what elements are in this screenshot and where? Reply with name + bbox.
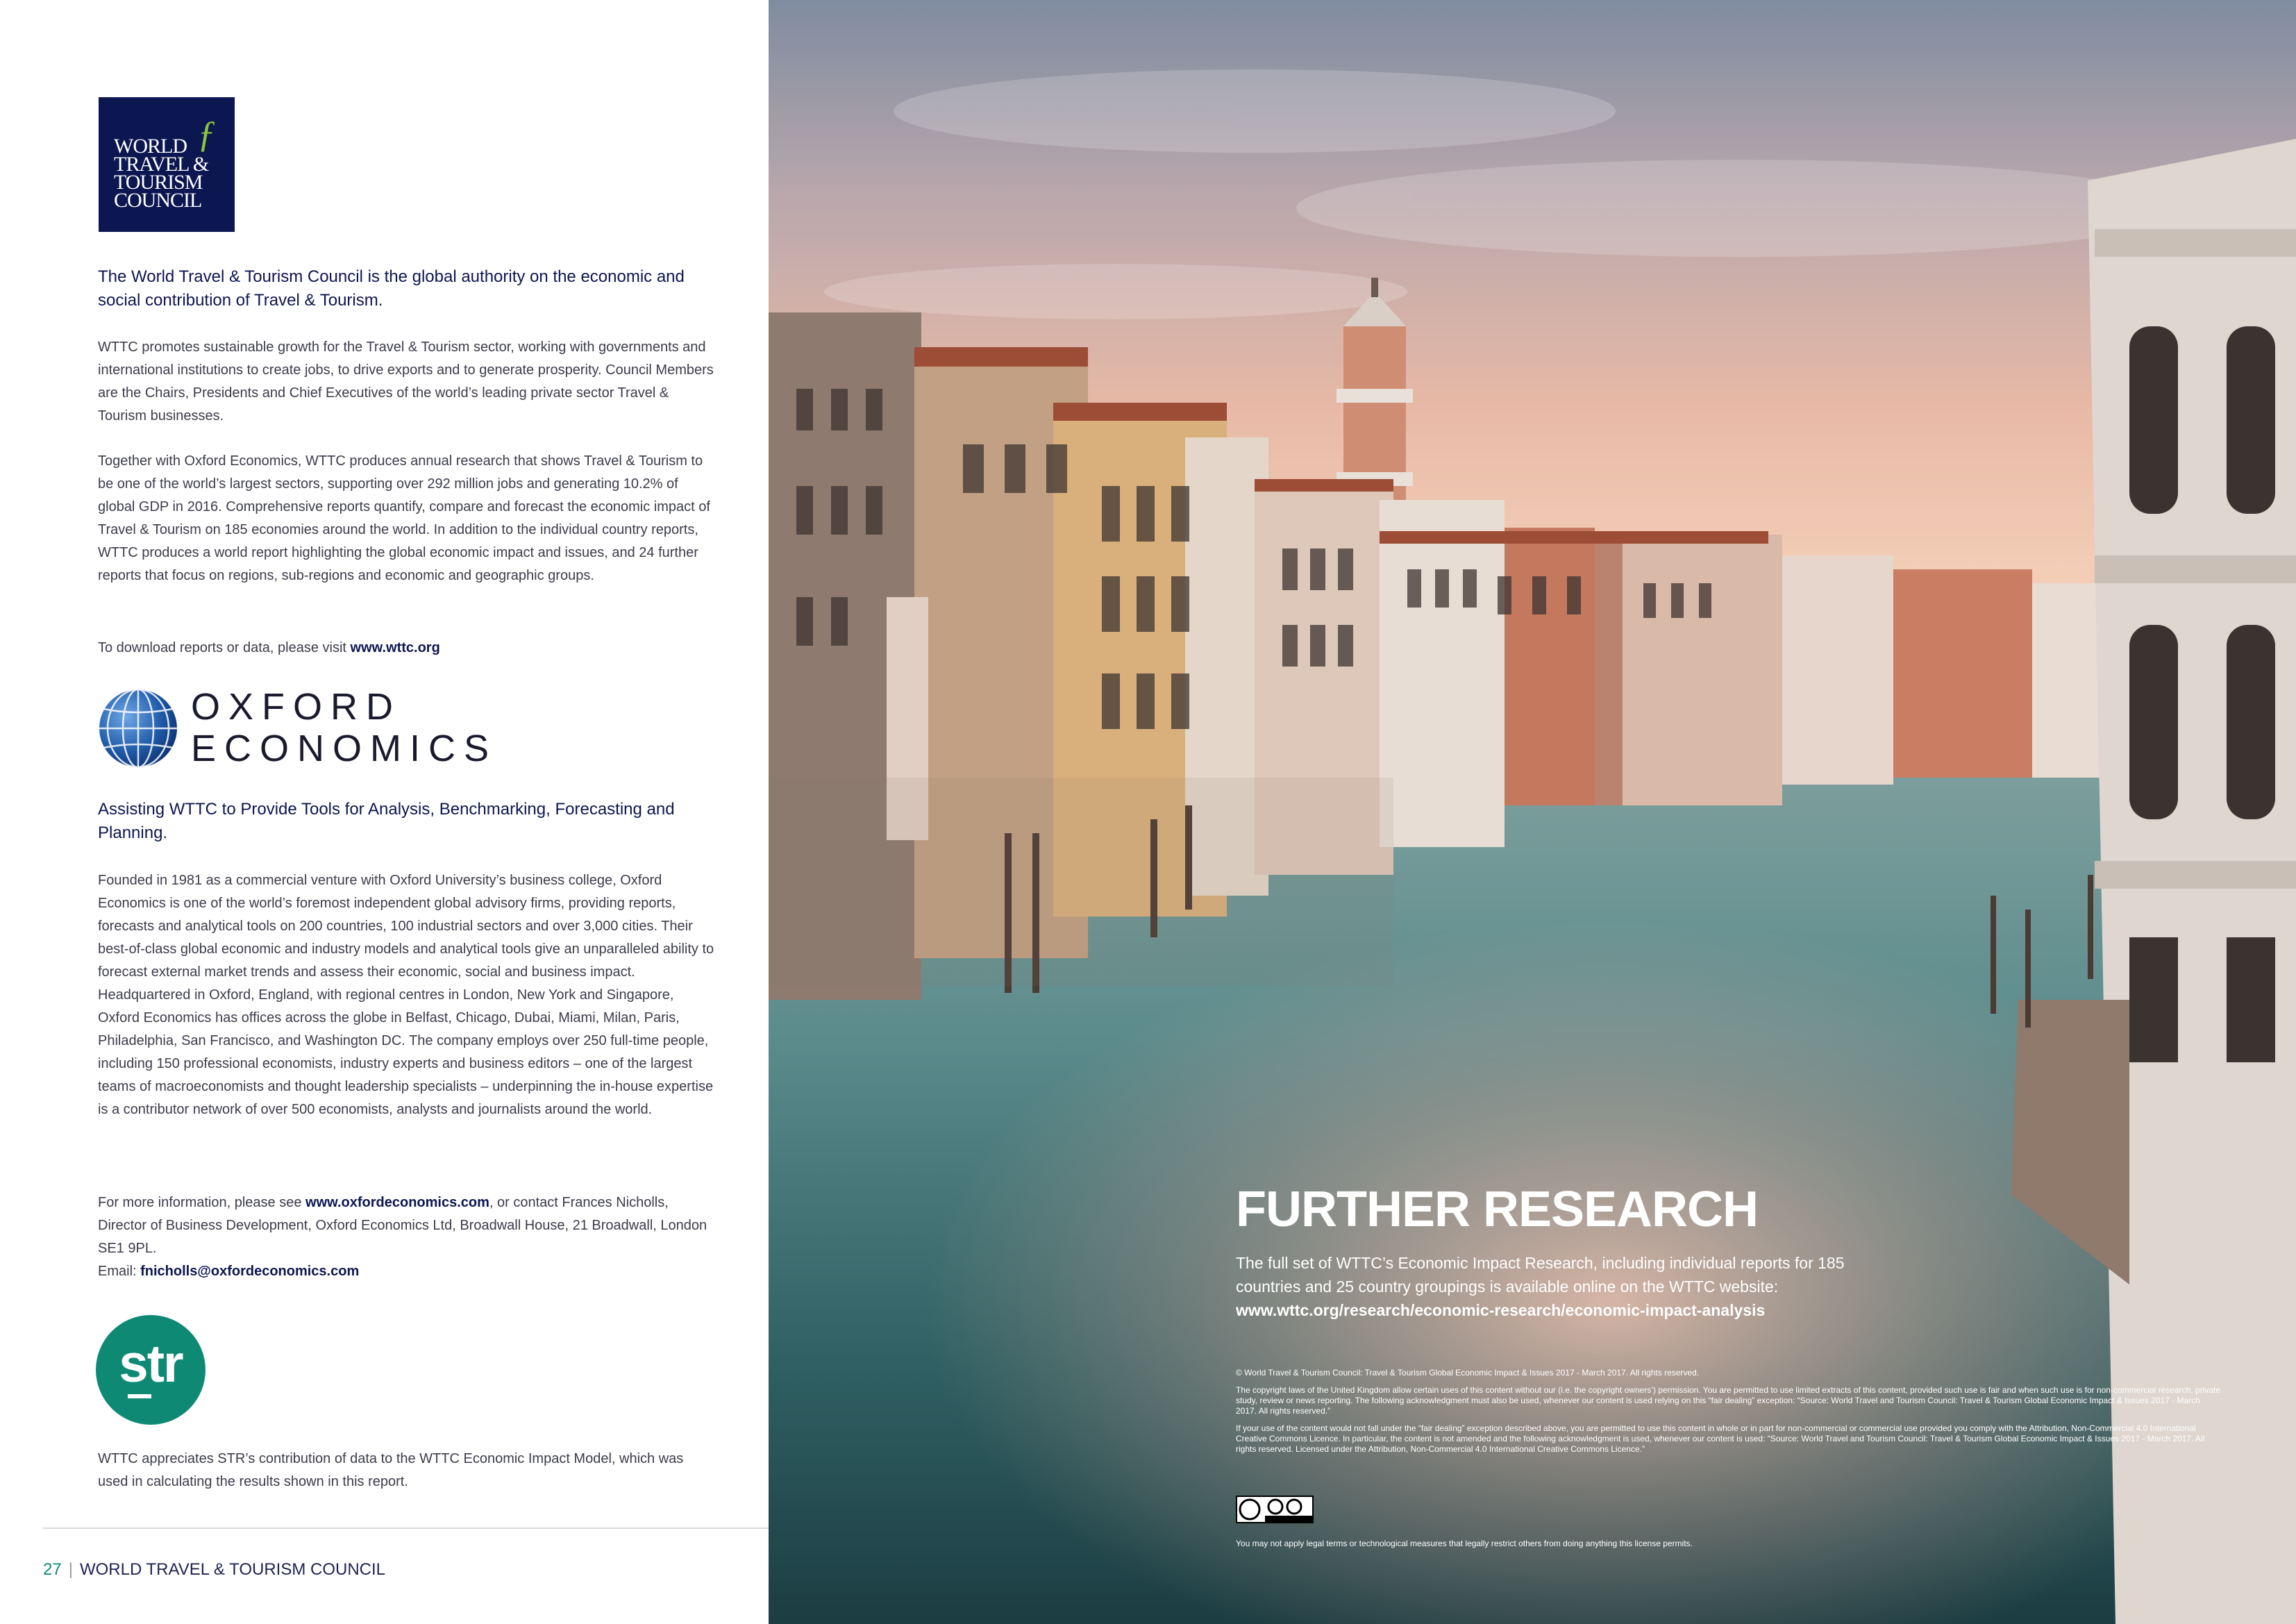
licence-text: If your use of the content would not fall under the “fair dealing” exception described above, you are permitted to use this content in whole or in part for non-commercial or commercial use provided you comply with the Attribution, Non-Commercial 4.0 International Creative Commons Licence. In particular, the content is not amended and the following acknowledgment is used, whenever our content is used: “Source: World Travel and Tourism Council: Travel & Tourism Global Economic Impact & Issues 2017 - March 2017. All rights reserved. Licensed under the Attribution, Non-Commercial 4.0 International Creative Commons Licence.”: [1236, 1423, 2205, 1454]
str-logo-text: str: [119, 1334, 183, 1393]
left-page: [0, 0, 769, 1624]
email-line: [98, 1260, 716, 1283]
email-link[interactable]: fnicholls@oxfordeconomics.com: [140, 1264, 360, 1279]
contact-prefix: For more information, please see: [98, 1195, 306, 1210]
copyright-notice: [1236, 1368, 2222, 1462]
oxford-logo-line2: ECONOMICS: [191, 728, 498, 769]
wttc-logo-line: COUNCIL: [114, 189, 202, 212]
license-restriction-text: You may not apply legal terms or technological measures that legally restrict others from doing anything this license permits.: [1236, 1539, 1693, 1548]
oxford-economics-logo: [98, 685, 498, 769]
page-footer: [43, 1559, 385, 1580]
str-logo-underline: [128, 1394, 151, 1398]
footer-org: WORLD TRAVEL & TOURISM COUNCIL: [79, 1560, 386, 1579]
wttc-logo-line: TRAVEL &: [114, 153, 209, 176]
wttc-logo-line: WORLD: [114, 135, 187, 158]
creative-commons-badge-icon: [1236, 1496, 1314, 1523]
copyright-line: © World Travel & Tourism Council: Travel & Tourism Global Economic Impact & Issues 2017 - March 2017. All rights reserved.: [1236, 1368, 1700, 1378]
research-url-link[interactable]: www.wttc.org/research/economic-research/economic-impact-analysis: [1236, 1301, 1766, 1319]
oxford-logo-line1: OXFORD: [191, 686, 402, 728]
str-acknowledgment: WTTC appreciates STR’s contribution of data to the WTTC Economic Impact Model, which was used in calculating the results shown in this report.: [98, 1451, 684, 1489]
wttc-logo-line: TOURISM: [114, 171, 203, 194]
oxford-contact: [98, 1191, 716, 1283]
further-research-description: [1236, 1251, 1847, 1322]
oxford-link[interactable]: www.oxfordeconomics.com: [305, 1195, 489, 1210]
further-research-title: FURTHER RESEARCH: [1236, 1182, 1759, 1237]
wttc-logo: [99, 97, 235, 232]
wttc-description: WTTC promotes sustainable growth for the Travel & Tourism sector, working with governments and international institutions to create jobs, to drive exports and to generate prosperity. Council Members are the Chairs, Presidents and Chief Executives of the world’s leading private sector Travel & Tourism businesses.: [98, 340, 714, 424]
download-text: To download reports or data, please visit: [98, 640, 351, 655]
wttc-logo-mark-icon: ƒ: [197, 113, 216, 155]
further-research-block: [1236, 1180, 2243, 1322]
footer-divider: [43, 1527, 861, 1529]
wttc-intro-heading: The World Travel & Tourism Council is the global authority on the economic and social contribution of Travel & Tourism.: [98, 267, 685, 310]
footer-separator: |: [68, 1560, 73, 1579]
oxford-heading: Assisting WTTC to Provide Tools for Analysis, Benchmarking, Forecasting and Planning.: [98, 800, 675, 842]
wttc-research-description: Together with Oxford Economics, WTTC produces annual research that shows Travel & Tourism to be one of the world’s largest sectors, supporting over 292 million jobs and generating 10.2% of global GDP in 2016. Comprehensive reports quantify, compare and forecast the economic impact of Travel & Tourism on 185 economies around the world. In addition to the individual country reports, WTTC produces a world report highlighting the global economic impact and issues, and 24 further reports that focus on regions, sub-regions and economic and geographic groups.: [98, 453, 710, 583]
globe-icon: [98, 688, 178, 769]
page-number: 27: [43, 1560, 62, 1579]
oxford-description: Founded in 1981 as a commercial venture with Oxford University’s business college, Oxford Economics is one of the world’s foremost independent global advisory firms, providing reports, forecasts and analytical tools on 200 countries, 100 industrial sectors and over 3,000 cities. Their best-of-class global economic and industry models and analytical tools give an unparalleled ability to forecast external market trends and assess their economic, social and business impact. Headquartered in Oxford, England, with regional centres in London, New York and Singapore, Oxford Economics has offices across the globe in Belfast, Chicago, Dubai, Miami, Milan, Paris, Philadelphia, San Francisco, and Washington DC. The company employs over 250 full-time people, including 150 professional economists, industry experts and business editors – one of the largest teams of macroeconomists and thought leadership specialists – underpinning the in-house expertise is a contributor network of over 500 economists, analysts and journalists around the world.: [98, 873, 714, 1117]
contact-suffix: , or contact Frances Nicholls, Director of Business Development, Oxford Economics Ltd, Broadwall House, 21 Broadwall, London SE1 9PL.: [98, 1195, 707, 1256]
wttc-link[interactable]: www.wttc.org: [350, 640, 440, 655]
wttc-logo-text: [114, 137, 225, 210]
fair-dealing-text: The copyright laws of the United Kingdom allow certain uses of this content without our (i.e. the copyright owners’) permission. You are permitted to use limited extracts of this content, provided such use is fair and when such use is for non-commercial research, private study, review or news reporting. The following acknowledgment must also be used, whenever our content is used relying on this “fair dealing” exception: “Source: World Travel and Tourism Council: Travel & Tourism Global Economic Impact & Issues 2017 - March 2017. All rights reserved.”: [1236, 1385, 2221, 1416]
str-logo: [96, 1315, 206, 1425]
further-research-text: The full set of WTTC’s Economic Impact Research, including individual reports for 185 countries and 25 country groupings is available online on the WTTC website:: [1236, 1254, 1845, 1296]
email-label: Email:: [98, 1264, 141, 1279]
download-line: [98, 637, 716, 660]
